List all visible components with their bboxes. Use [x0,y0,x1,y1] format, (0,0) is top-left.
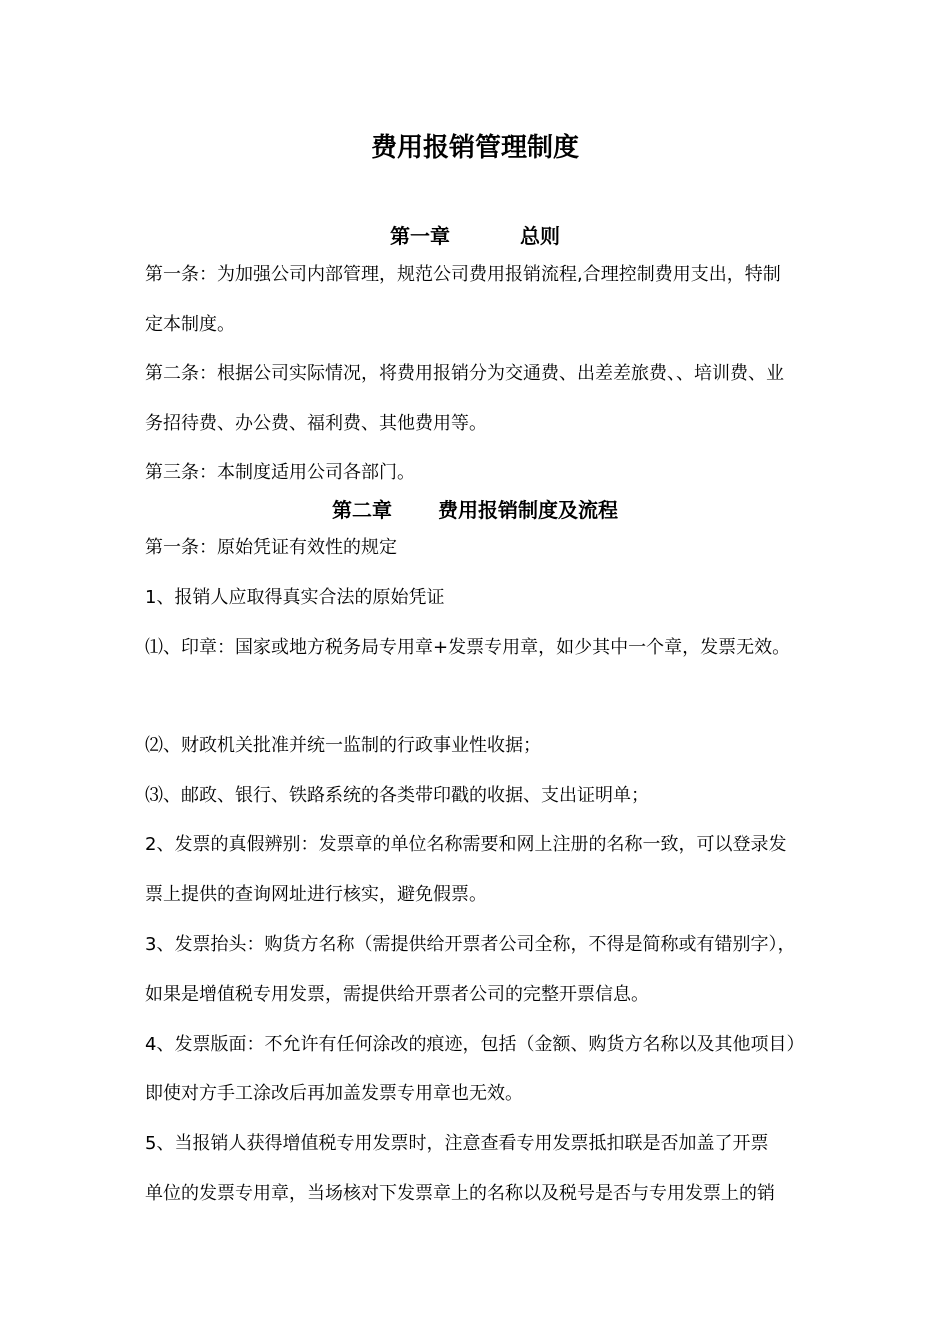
paragraph-line: ⑴、印章：国家或地方税务局专用章+发票专用章，如少其中一个章，发票无效。 [145,637,791,658]
paragraph-line: 定本制度。 [145,314,235,335]
paragraph-line: ⑵、财政机关批准并统一监制的行政事业性收据； [145,735,541,756]
paragraph-line: 5、当报销人获得增值税专用发票时，注意查看专用发票抵扣联是否加盖了开票 [145,1133,769,1154]
paragraph-line: 务招待费、办公费、福利费、其他费用等。 [145,413,487,434]
chapter-name: 总则 [520,224,560,248]
paragraph-line: 第一条：原始凭证有效性的规定 [145,537,397,558]
paragraph-line: 单位的发票专用章，当场核对下发票章上的名称以及税号是否与专用发票上的销 [145,1183,775,1204]
chapter-name: 费用报销制度及流程 [438,498,618,522]
paragraph-line: 即使对方手工涂改后再加盖发票专用章也无效。 [145,1083,523,1104]
paragraph-line: 票上提供的查询网址进行核实，避免假票。 [145,884,487,905]
chapter-heading-1 [0,220,950,252]
paragraph-line: 第一条：为加强公司内部管理，规范公司费用报销流程,合理控制费用支出，特制 [145,264,781,285]
paragraph-line: 如果是增值税专用发票，需提供给开票者公司的完整开票信息。 [145,984,649,1005]
paragraph-line: 4、发票版面：不允许有任何涂改的痕迹，包括（金额、购货方名称以及其他项目） [145,1034,805,1055]
paragraph-line: 第三条：本制度适用公司各部门。 [145,462,415,483]
document-title: 费用报销管理制度 [370,133,579,163]
paragraph-line: 3、发票抬头：购货方名称（需提供给开票者公司全称，不得是简称或有错别字）， [145,934,796,955]
chapter-number: 第一章 [390,224,450,248]
paragraph-line: 1、报销人应取得真实合法的原始凭证 [145,587,445,608]
paragraph-line: ⑶、邮政、银行、铁路系统的各类带印戳的收据、支出证明单； [145,785,649,806]
paragraph-line: 第二条：根据公司实际情况，将费用报销分为交通费、出差差旅费、、培训费、业 [145,363,784,384]
chapter-heading-2 [0,494,950,526]
chapter-number: 第二章 [332,498,392,522]
paragraph-line: 2、发票的真假辨别：发票章的单位名称需要和网上注册的名称一致，可以登录发 [145,834,787,855]
